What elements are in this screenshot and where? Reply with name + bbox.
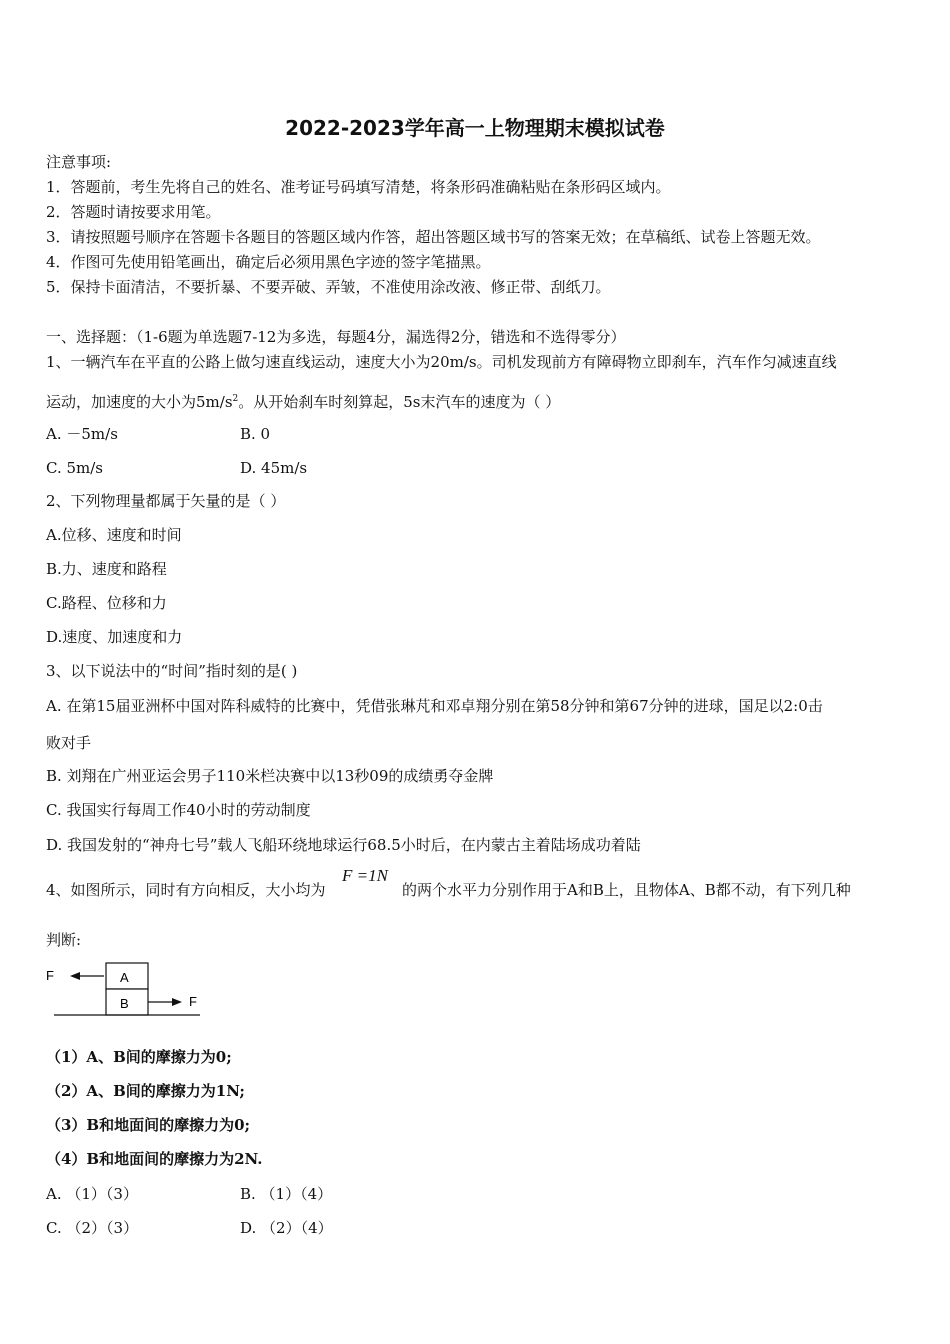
force-diagram [44,958,204,1018]
page-title: 2022-2023学年高一上物理期末模拟试卷 [285,116,665,140]
q4-statement-1: （1）A、B间的摩擦力为0; [46,1048,232,1066]
notice-heading: 注意事项: [46,153,112,171]
q2-option-c: C.路程、位移和力 [46,594,167,612]
figure-label-right-f: F [189,994,197,1009]
q4-option-c: C. （2）（3） [46,1219,139,1237]
q4-statement-3: （3）B和地面间的摩擦力为0; [46,1116,251,1134]
q4-stem-b: 的两个水平力分别作用于A和B上，且物体A、B都不动，有下列几种 [402,881,851,899]
q4-statement-4: （4）B和地面间的摩擦力为2N. [46,1150,263,1168]
q3-option-d: D. 我国发射的“神舟七号”载人飞船环绕地球运行68.5小时后，在内蒙古主着陆场成功着陆 [46,836,641,854]
q2-option-a: A.位移、速度和时间 [46,526,182,544]
q2-option-d: D.速度、加速度和力 [46,628,183,646]
block-b-label: B [120,996,129,1011]
q4-formula: F =1N [342,866,388,885]
q4-option-b: B. （1）（4） [240,1185,333,1203]
right-arrowhead-icon [172,998,182,1006]
q3-option-b: B. 刘翔在广州亚运会男子110米栏决赛中以13秒09的成绩勇夺金牌 [46,767,494,785]
notice-item-5: 5．保持卡面清洁，不要折暴、不要弄破、弄皱，不准使用涂改液、修正带、刮纸刀。 [46,278,611,296]
left-arrowhead-icon [70,972,80,980]
section-heading: 一、选择题：（1-6题为单选题7-12为多选，每题4分，漏选得2分，错选和不选得零分） [46,328,626,346]
notice-item-1: 1．答题前，考生先将自己的姓名、准考证号码填写清楚，将条形码准确粘贴在条形码区域内。 [46,178,671,196]
notice-item-3: 3．请按照题号顺序在答题卡各题目的答题区域内作答，超出答题区域书写的答案无效；在草稿纸、试卷上答题无效。 [46,228,821,246]
q1-stem-line2-a: 运动，加速度的大小为5m/s [46,393,233,411]
q1-stem-line2-b: 。从开始刹车时刻算起，5s末汽车的速度为（ ） [238,393,561,411]
q3-option-a-line1: A. 在第15届亚洲杯中国对阵科威特的比赛中，凭借张琳芃和邓卓翔分别在第58分钟和第67分钟的进球，国足以2:0击 [46,697,823,715]
q4-stem-c: 判断: [46,931,82,949]
notice-item-2: 2．答题时请按要求用笔。 [46,203,221,221]
q1-option-a: A. －5m/s [46,425,118,443]
q1-stem-line2 [46,389,560,412]
q3-stem: 3、以下说法中的“时间”指时刻的是( ) [46,662,298,680]
q1-option-b: B. 0 [240,425,271,443]
figure-label-left-f: F [46,968,54,983]
q3-option-c: C. 我国实行每周工作40小时的劳动制度 [46,801,311,819]
q3-option-a-line2: 败对手 [46,734,92,752]
q4-option-a: A. （1）（3） [46,1185,138,1203]
block-a-label: A [120,970,129,985]
q4-option-d: D. （2）（4） [240,1219,333,1237]
notice-item-4: 4．作图可先使用铅笔画出，确定后必须用黑色字迹的签字笔描黑。 [46,253,491,271]
q1-stem-sup: 2 [232,394,239,404]
q1-option-c: C. 5m/s [46,459,103,477]
q2-option-b: B.力、速度和路程 [46,560,167,578]
q1-option-d: D. 45m/s [240,459,308,477]
q2-stem: 2、下列物理量都属于矢量的是（ ） [46,492,286,510]
q1-stem-line1: 1、一辆汽车在平直的公路上做匀速直线运动，速度大小为20m/s。司机发现前方有障碍物立即刹车，汽车作匀减速直线 [46,353,837,371]
q4-statement-2: （2）A、B间的摩擦力为1N; [46,1082,245,1100]
q4-stem-a: 4、如图所示，同时有方向相反，大小均为 [46,881,326,899]
